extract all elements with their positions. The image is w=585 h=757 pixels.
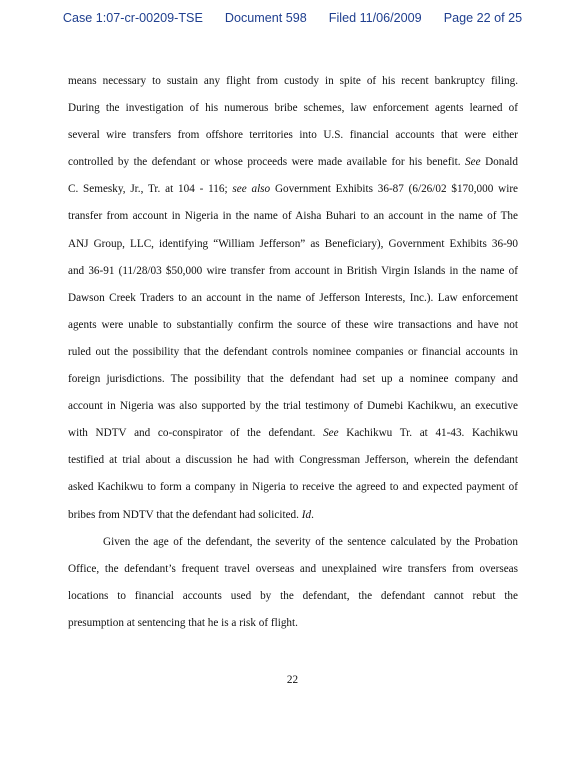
italic-citation: See bbox=[465, 156, 481, 169]
italic-citation: See bbox=[323, 427, 339, 440]
text-line bbox=[68, 312, 518, 339]
text-run: . bbox=[311, 508, 314, 521]
text-run: Government Exhibits 36-87 (6/26/02 $170,000 wire bbox=[270, 183, 519, 196]
text-run: Kachikwu Tr. at 41-43. Kachikwu bbox=[338, 427, 518, 440]
text-run: Donald bbox=[480, 156, 518, 169]
text-line bbox=[68, 447, 518, 474]
text-line bbox=[68, 366, 518, 393]
page-count: Page 22 of 25 bbox=[443, 11, 523, 25]
text-line bbox=[68, 176, 518, 203]
filed-date: Filed 11/06/2009 bbox=[328, 11, 422, 25]
text-run: testified at trial about a discussion he had with Congressman Jefferson, wherein the defendant bbox=[68, 454, 518, 467]
paragraph-flight-risk-evidence bbox=[68, 68, 518, 529]
text-run: agents were unable to substantially confirm the source of these wire transactions and have not bbox=[68, 318, 518, 331]
case-number: Case 1:07-cr-00209-TSE bbox=[62, 11, 203, 25]
text-run: bribes from NDTV that the defendant had solicited. bbox=[68, 508, 302, 521]
text-line bbox=[68, 258, 518, 285]
text-run: Given the age of the defendant, the severity of the sentence calculated by the Probation bbox=[103, 535, 518, 548]
page-number: 22 bbox=[286, 674, 299, 686]
text-line bbox=[68, 474, 518, 501]
text-run: several wire transfers from offshore territories into U.S. financial accounts that were either bbox=[68, 129, 518, 142]
text-line bbox=[68, 285, 518, 312]
text-line bbox=[68, 529, 518, 556]
text-line bbox=[68, 149, 518, 176]
text-run: ANJ Group, LLC, identifying “William Jefferson” as Beneficiary), Government Exhibits 36-90 bbox=[68, 237, 518, 250]
text-run: Dawson Creek Traders to an account in the name of Jefferson Interests, Inc.). Law enforcement bbox=[68, 291, 518, 304]
text-line bbox=[68, 231, 518, 258]
text-run: asked Kachikwu to form a company in Nigeria to receive the agreed to and expected payment of bbox=[68, 481, 518, 494]
paragraph-conclusion bbox=[68, 529, 518, 637]
text-run: During the investigation of his numerous bribe schemes, law enforcement agents learned of bbox=[68, 102, 518, 115]
text-run: Office, the defendant’s frequent travel overseas and unexplained wire transfers from overseas bbox=[68, 562, 518, 575]
document-number: Document 598 bbox=[224, 11, 307, 25]
text-line bbox=[68, 556, 518, 583]
italic-citation: Id bbox=[301, 508, 312, 521]
text-run: locations to financial accounts used by the defendant, the defendant cannot rebut the bbox=[68, 589, 518, 602]
text-run: C. Semesky, Jr., Tr. at 104 - 116; bbox=[68, 183, 233, 196]
text-line bbox=[68, 583, 518, 610]
document-body bbox=[68, 68, 518, 637]
court-filing-header bbox=[0, 11, 585, 25]
text-line bbox=[68, 68, 518, 95]
text-line bbox=[68, 420, 518, 447]
text-line bbox=[68, 95, 518, 122]
text-line bbox=[68, 203, 518, 230]
text-line bbox=[68, 393, 518, 420]
italic-citation: see also bbox=[232, 183, 271, 196]
text-line bbox=[68, 122, 518, 149]
text-run: with NDTV and co-conspirator of the defendant. bbox=[68, 427, 324, 440]
text-run: ruled out the possibility that the defendant controls nominee companies or financial accounts in bbox=[68, 345, 518, 358]
text-run: controlled by the defendant or whose proceeds were made available for his benefit. bbox=[68, 156, 466, 169]
text-run: foreign jurisdictions. The possibility that the defendant had set up a nominee company and bbox=[68, 373, 518, 386]
text-run: means necessary to sustain any flight from custody in spite of his recent bankruptcy filing. bbox=[68, 75, 518, 87]
text-line bbox=[68, 610, 518, 637]
text-run: account in Nigeria was also supported by the trial testimony of Dumebi Kachikwu, an executive bbox=[68, 400, 518, 413]
text-run: and 36-91 (11/28/03 $50,000 wire transfer from account in British Virgin Islands in the name of bbox=[68, 264, 518, 277]
text-line bbox=[68, 502, 518, 529]
text-line bbox=[68, 339, 518, 366]
text-run: transfer from account in Nigeria in the name of Aisha Buhari to an account in the name of The bbox=[68, 210, 518, 223]
text-run: presumption at sentencing that he is a risk of flight. bbox=[68, 616, 298, 629]
